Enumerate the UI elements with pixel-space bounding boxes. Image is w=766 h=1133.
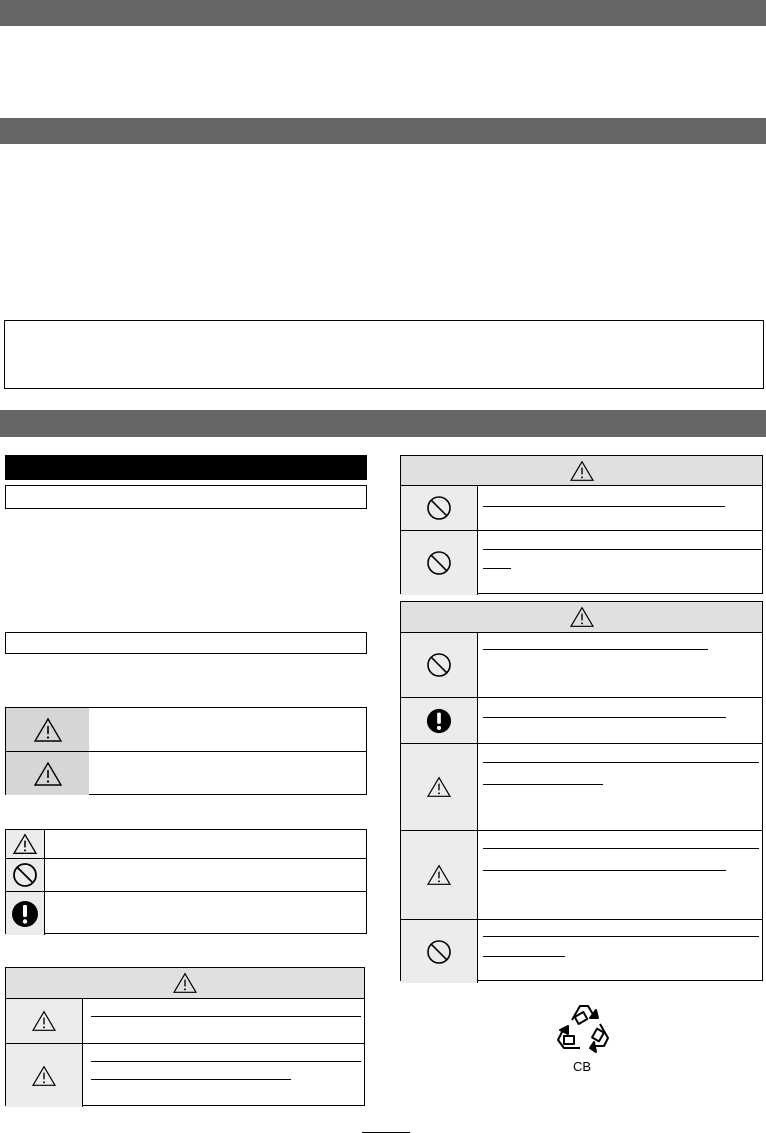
section-header-bar-3 xyxy=(0,410,766,437)
prohibition-icon xyxy=(12,862,38,888)
warning-triangle-icon xyxy=(33,717,63,743)
warning-triangle-icon xyxy=(426,864,452,886)
warning-triangle-icon xyxy=(172,972,198,994)
row-text-cell xyxy=(478,698,762,743)
left-warning-table xyxy=(5,967,365,1106)
warning-triangle-icon xyxy=(31,1010,57,1032)
warning-triangle-icon xyxy=(12,833,38,855)
symbol-icon-cell xyxy=(6,892,45,935)
table-header xyxy=(401,602,762,633)
recycle-label: CB xyxy=(573,1059,592,1074)
prohibition-icon xyxy=(426,495,452,521)
row-icon-cell xyxy=(401,920,478,983)
row-text-cell xyxy=(478,744,762,830)
row-text-cell xyxy=(83,999,364,1043)
right-warning-table xyxy=(400,601,763,981)
signal-word-legend-table xyxy=(5,707,367,795)
prohibition-icon xyxy=(426,550,452,576)
prohibition-icon xyxy=(426,652,452,678)
warning-triangle-icon xyxy=(426,776,452,798)
row-icon-cell xyxy=(401,831,478,919)
table-header xyxy=(6,968,364,999)
legend-icon-cell xyxy=(6,752,89,795)
notice-box xyxy=(4,320,764,389)
table-row xyxy=(6,1043,364,1107)
row-icon-cell xyxy=(401,698,478,743)
table-row xyxy=(401,697,762,743)
table-row xyxy=(401,830,762,919)
legend-row-warning xyxy=(6,708,366,751)
symbol-icon-cell xyxy=(6,830,45,858)
symbol-text-cell xyxy=(45,830,366,858)
warning-triangle-icon xyxy=(569,606,595,628)
table-row xyxy=(401,743,762,830)
mandatory-action-icon xyxy=(426,708,452,734)
row-text-cell xyxy=(478,531,762,595)
row-icon-cell xyxy=(401,486,478,530)
row-icon-cell xyxy=(6,1044,83,1107)
mandatory-action-icon xyxy=(11,900,39,928)
row-text-cell xyxy=(478,831,762,919)
symbol-text-cell xyxy=(45,859,366,891)
legend-text-cell xyxy=(89,708,366,751)
row-icon-cell xyxy=(6,999,83,1043)
symbol-row-prohibited xyxy=(6,858,366,891)
subheading-box-2 xyxy=(5,632,367,654)
table-header xyxy=(401,456,762,486)
row-icon-cell xyxy=(401,744,478,830)
table-row xyxy=(401,633,762,697)
legend-text-cell xyxy=(89,752,366,795)
right-danger-table xyxy=(400,455,763,594)
warning-triangle-icon xyxy=(33,761,63,787)
warning-triangle-icon xyxy=(569,460,595,482)
symbol-text-cell xyxy=(45,892,366,935)
table-row xyxy=(401,486,762,530)
row-text-cell xyxy=(478,633,762,697)
row-icon-cell xyxy=(401,633,478,697)
row-text-cell xyxy=(478,486,762,530)
safety-heading-bar xyxy=(5,455,367,480)
row-text-cell xyxy=(83,1044,364,1107)
subheading-box-1 xyxy=(5,485,367,509)
recycle-icon xyxy=(550,1000,614,1058)
row-icon-cell xyxy=(401,531,478,595)
symbol-row-warning xyxy=(6,830,366,858)
row-text-cell xyxy=(478,920,762,983)
table-row xyxy=(6,999,364,1043)
table-row xyxy=(401,919,762,983)
legend-row-caution xyxy=(6,751,366,795)
prohibition-icon xyxy=(426,939,452,965)
symbol-row-mandatory xyxy=(6,891,366,935)
section-header-bar-1 xyxy=(0,0,766,26)
symbol-icon-cell xyxy=(6,859,45,891)
warning-triangle-icon xyxy=(31,1065,57,1087)
table-row xyxy=(401,530,762,595)
legend-icon-cell xyxy=(6,708,89,751)
symbol-legend-table xyxy=(5,829,367,934)
section-header-bar-2 xyxy=(0,118,766,144)
